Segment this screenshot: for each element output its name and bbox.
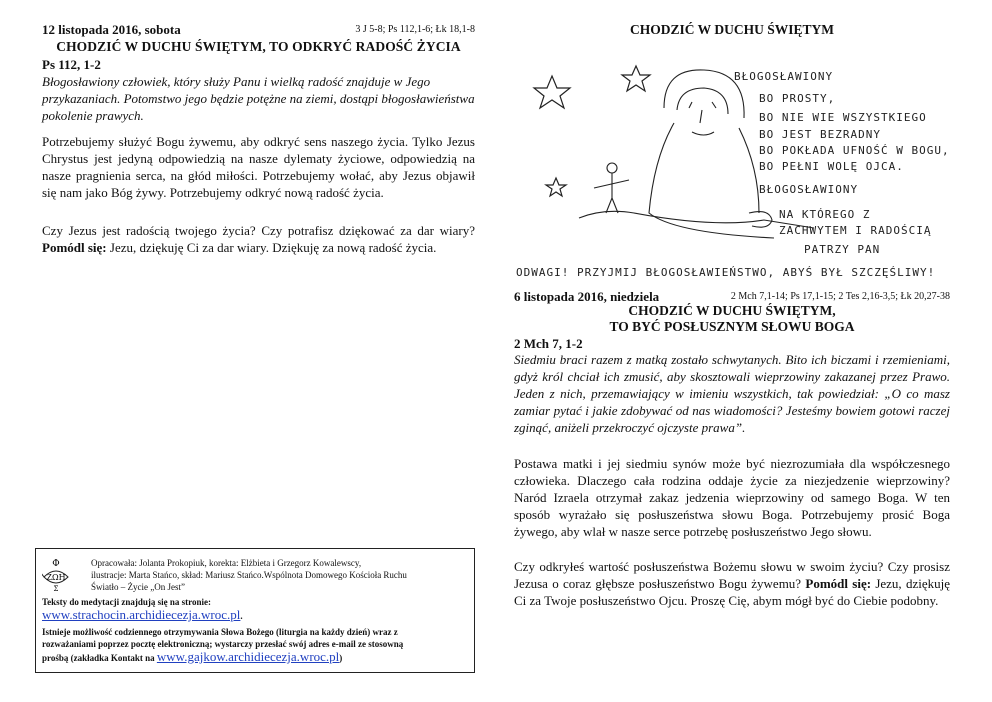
subscribe-prefix: prośbą (zakładka Kontakt na	[42, 653, 157, 663]
drawing-text-3: BO NIE WIE WSZYSTKIEGO	[759, 111, 927, 124]
illustration-drawing	[514, 48, 950, 288]
texts-label: Teksty do medytacji znajdują się na stronie:	[42, 597, 212, 607]
url1-line	[42, 609, 243, 622]
drawing-text-9: ZACHWYTEM I RADOŚCIĄ	[779, 224, 932, 237]
drawing-text-7: BŁOGOSŁAWIONY	[759, 183, 859, 196]
drawing-text-1: BŁOGOSŁAWIONY	[734, 70, 834, 83]
left-pray-label: Pomódl się:	[42, 240, 107, 255]
logo-sigma-text: Σ	[53, 585, 59, 593]
left-question-text: Czy Jezus jest radością twojego życia? Czy potrafisz dziękować za dar wiary?	[42, 223, 475, 238]
drawing-text-10: PATRZY PAN	[804, 243, 881, 256]
right-top-title: CHODZIĆ W DUCHU ŚWIĘTYM	[630, 22, 834, 37]
psalm-reference: Ps 112, 1-2	[42, 57, 101, 72]
credits-line-1: Opracowała: Jolanta Prokopiuk, korekta: Elżbieta i Grzegorz Kowalewscy,	[91, 558, 362, 568]
logo-zoe-text: ΖΩΗ	[46, 573, 66, 582]
gajkow-link[interactable]: www.gajkow.archidiecezja.wroc.pl	[156, 649, 340, 664]
right-readings-refs: 2 Mch 7,1-14; Ps 17,1-15; 2 Tes 2,16-3,5; Łk 20,27-38	[730, 291, 950, 302]
reading-text: Siedmiu braci razem z matką zostało schwytanych. Bito ich biczami i rzemieniami, gdyż król chciał ich zmusić, aby skosztowali wieprzowiny zakazanej przez Prawo. Jeden z nich, przemawiający w imieniu wszystkich, tak powiedział: „O co masz zamiar pytać i jakie zdobywać od nas wiadomości? Jesteśmy bowiem gotowi raczej zginąć, aniżeli przekroczyć ojczyste prawa”.	[514, 352, 950, 435]
right-title-line-2: TO BYĆ POSŁUSZNYM SŁOWU BOGA	[609, 319, 855, 334]
logo-phi-text: Φ	[52, 559, 60, 569]
right-question-text: Czy odkryłeś wartość posłuszeństwa Bożemu słowu w swoim życiu? Czy prosisz Jezusa o coraz głębsze posłuszeństwo Bogu żywemu?	[514, 559, 950, 591]
drawing-text-4: BO JEST BEZRADNY	[759, 128, 881, 141]
left-prayer-paragraph	[42, 222, 475, 256]
left-title: CHODZIĆ W DUCHU ŚWIĘTYM, TO ODKRYĆ RADOŚĆ ŻYCIA	[56, 39, 461, 54]
left-meditation-paragraph: Potrzebujemy służyć Bogu żywemu, aby odkryć sens naszego życia. Tylko Jezus Chrystus jest jedyną odpowiedzią na nasze dylematy życiowe, odpowiedzią na nasze pragnienia serca, na głód miłości. Potrzebujemy wołać, aby Jezus objawił się nam jako Bóg żywy. Potrzebujemy odkryć nową radość życia.	[42, 134, 475, 200]
strachocin-link[interactable]: www.strachocin.archidiecezja.wroc.pl	[42, 607, 241, 622]
credits-box	[35, 548, 475, 673]
credits-authors	[91, 557, 471, 593]
star-icon	[534, 66, 650, 196]
left-date: 12 listopada 2016, sobota	[42, 22, 181, 37]
right-title	[514, 303, 950, 335]
left-prayer-text: Jezu, dziękuję Ci za dar wiary. Dziękuję za nową radość życia.	[106, 240, 437, 255]
right-date: 6 listopada 2016, niedziela	[514, 289, 660, 304]
left-readings-refs: 3 J 5-8; Ps 112,1-6; Łk 18,1-8	[355, 24, 475, 35]
credits-line-2: ilustracje: Marta Stańco, skład: Mariusz Stańco.Wspólnota Domowego Kościoła Ruchu	[91, 570, 407, 580]
left-header	[42, 22, 475, 40]
url1-period: .	[240, 611, 243, 621]
subscribe-line-3	[42, 651, 472, 664]
reading-reference: 2 Mch 7, 1-2	[514, 336, 583, 351]
right-prayer-paragraph	[514, 558, 950, 609]
subscribe-line-1: Istnieje możliwość codziennego otrzymywania Słowa Bożego (liturgia na każdy dzień) wraz z	[42, 627, 398, 637]
drawing-text-8: NA KTÓREGO Z	[779, 208, 871, 221]
subscribe-line-2: rozważaniami poprzez pocztę elektroniczną; wystarczy przesłać swój adres e-mail ze stosowną	[42, 639, 404, 649]
right-title-line-1: CHODZIĆ W DUCHU ŚWIĘTYM,	[628, 303, 836, 318]
drawing-text-11: ODWAGI! PRZYJMIJ BŁOGOSŁAWIEŃSTWO, ABYŚ BYŁ SZCZĘŚLIWY!	[516, 266, 936, 279]
right-prayer-text: Jezu, dziękuję Ci za Twoje posłuszeństwo Ojcu. Proszę Cię, abym mógł być do Ciebie podobny.	[514, 576, 951, 608]
right-meditation-paragraph: Postawa matki i jej siedmiu synów może być niezrozumiała dla współczesnego człowieka. Dlaczego cała rodzina oddaje życie za niezjedzenie wieprzowiny? Naród Izraela otrzymał zakaz jedzenia wieprzowiny od samego Boga. W ten sposób wyrażało się posłuszeństwa słowu Boga. Potrzebujemy prosić Boga żywego, aby wlał w nasze serce potrzebę posłuszeństwo Jego słowu.	[514, 456, 950, 539]
subscribe-suffix: )	[339, 653, 343, 663]
psalm-text: Błogosławiony człowiek, który służy Panu i wielką radość znajduje w Jego przykazaniach. Potomstwo jego będzie potężne na ziemi, dostąpi błogosławieństwa pokolenie prawych.	[42, 74, 475, 123]
drawing-text-6: BO PEŁNI WOLĘ OJCA.	[759, 160, 904, 173]
child-figure-icon	[594, 163, 629, 213]
zoe-fish-logo-icon	[42, 557, 70, 595]
credits-line-3: Światło – Życie „On Jest”	[91, 582, 185, 592]
drawing-text-5: BO POKŁADA UFNOŚĆ W BOGU,	[759, 144, 950, 157]
drawing-text-2: BO PROSTY,	[759, 92, 836, 105]
right-pray-label: Pomódl się:	[805, 576, 872, 591]
